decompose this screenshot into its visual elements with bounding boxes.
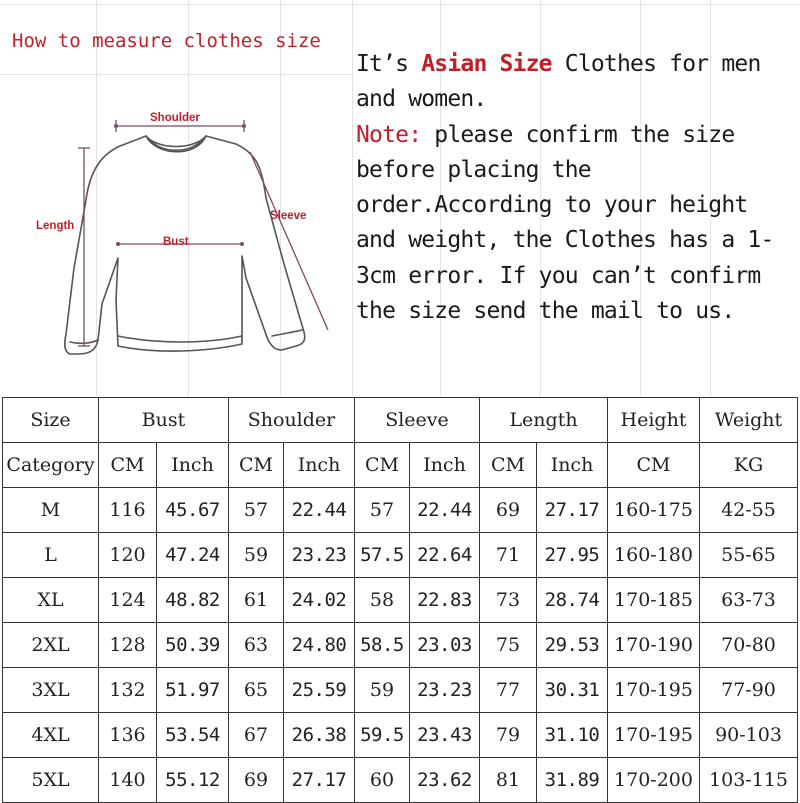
- table-cell: 42-55: [700, 488, 798, 533]
- table-subheader-row: [3, 443, 798, 488]
- table-cell: 23.43: [410, 713, 480, 758]
- subheader-cell: Inch: [157, 443, 229, 488]
- table-cell: 81: [480, 758, 537, 803]
- table-cell: 63-73: [700, 578, 798, 623]
- table-cell: 79: [480, 713, 537, 758]
- table-cell: 71: [480, 533, 537, 578]
- table-cell: 58.5: [355, 623, 410, 668]
- table-cell: 67: [229, 713, 284, 758]
- table-cell: 55-65: [700, 533, 798, 578]
- table-cell: 53.54: [157, 713, 229, 758]
- table-cell: 57: [229, 488, 284, 533]
- subheader-cell: Inch: [284, 443, 355, 488]
- table-cell: 69: [480, 488, 537, 533]
- table-cell: 103-115: [700, 758, 798, 803]
- header-cell: Weight: [700, 398, 798, 443]
- table-cell: 59.5: [355, 713, 410, 758]
- table-row: [3, 713, 798, 758]
- table-header-row: [3, 398, 798, 443]
- table-cell: 24.02: [284, 578, 355, 623]
- header-cell: Height: [608, 398, 700, 443]
- table-cell: 31.89: [537, 758, 608, 803]
- subheader-cell: CM: [99, 443, 157, 488]
- table-cell: 57.5: [355, 533, 410, 578]
- subheader-cell: Inch: [410, 443, 480, 488]
- table-cell: 27.95: [537, 533, 608, 578]
- table-cell: 26.38: [284, 713, 355, 758]
- bust-label: Bust: [163, 236, 189, 248]
- table-cell: 47.24: [157, 533, 229, 578]
- table-cell: 140: [99, 758, 157, 803]
- table-cell: 160-180: [608, 533, 700, 578]
- table-cell: 75: [480, 623, 537, 668]
- table-cell: 48.82: [157, 578, 229, 623]
- header-cell: Shoulder: [229, 398, 355, 443]
- shoulder-label: Shoulder: [150, 112, 200, 124]
- subheader-cell: CM: [355, 443, 410, 488]
- table-cell: 59: [355, 668, 410, 713]
- table-cell: 28.74: [537, 578, 608, 623]
- subheader-cell: CM: [608, 443, 700, 488]
- table-cell: 132: [99, 668, 157, 713]
- table-cell: 77-90: [700, 668, 798, 713]
- table-cell: 136: [99, 713, 157, 758]
- subheader-cell: KG: [700, 443, 798, 488]
- size-cell: 2XL: [3, 623, 99, 668]
- header-cell: Sleeve: [355, 398, 480, 443]
- sweater-measure-diagram: [6, 78, 352, 396]
- table-cell: 22.83: [410, 578, 480, 623]
- table-cell: 55.12: [157, 758, 229, 803]
- table-cell: 60: [355, 758, 410, 803]
- table-cell: 29.53: [537, 623, 608, 668]
- table-cell: 31.10: [537, 713, 608, 758]
- table-cell: 120: [99, 533, 157, 578]
- background-grid-line: [0, 4, 800, 5]
- table-row: [3, 758, 798, 803]
- size-cell: M: [3, 488, 99, 533]
- note-label: Note:: [356, 121, 422, 148]
- header-cell: Bust: [99, 398, 229, 443]
- table-cell: 27.17: [284, 758, 355, 803]
- table-cell: 30.31: [537, 668, 608, 713]
- table-cell: 22.44: [410, 488, 480, 533]
- table-cell: 63: [229, 623, 284, 668]
- table-row: [3, 578, 798, 623]
- table-cell: 45.67: [157, 488, 229, 533]
- table-cell: 23.03: [410, 623, 480, 668]
- sleeve-label: Sleeve: [270, 210, 307, 222]
- size-notice: [356, 47, 796, 329]
- table-row: [3, 533, 798, 578]
- table-cell: 170-200: [608, 758, 700, 803]
- length-label: Length: [36, 220, 75, 232]
- table-cell: 24.80: [284, 623, 355, 668]
- notice-intro: It’s: [356, 51, 422, 77]
- table-cell: 170-195: [608, 668, 700, 713]
- measure-guide-title: How to measure clothes size: [12, 30, 321, 52]
- table-cell: 22.64: [410, 533, 480, 578]
- header-cell: Size: [3, 398, 99, 443]
- table-cell: 22.44: [284, 488, 355, 533]
- table-cell: 160-175: [608, 488, 700, 533]
- table-cell: 170-185: [608, 578, 700, 623]
- table-cell: 77: [480, 668, 537, 713]
- background-grid-line: [352, 0, 353, 396]
- table-cell: 69: [229, 758, 284, 803]
- size-cell: 3XL: [3, 668, 99, 713]
- subheader-cell: Category: [3, 443, 99, 488]
- table-cell: 27.17: [537, 488, 608, 533]
- size-chart-table: [2, 397, 798, 803]
- table-cell: 65: [229, 668, 284, 713]
- table-cell: 73: [480, 578, 537, 623]
- table-cell: 90-103: [700, 713, 798, 758]
- table-cell: 59: [229, 533, 284, 578]
- table-cell: 23.23: [284, 533, 355, 578]
- size-cell: 5XL: [3, 758, 99, 803]
- asian-size-highlight: Asian Size: [421, 51, 552, 77]
- notice-intro-rest: Clothes for men and women.: [356, 51, 761, 113]
- table-row: [3, 623, 798, 668]
- table-row: [3, 668, 798, 713]
- background-grid-line: [0, 74, 352, 75]
- table-row: [3, 488, 798, 533]
- table-cell: 128: [99, 623, 157, 668]
- header-cell: Length: [480, 398, 608, 443]
- size-cell: L: [3, 533, 99, 578]
- table-cell: 51.97: [157, 668, 229, 713]
- table-cell: 25.59: [284, 668, 355, 713]
- table-cell: 170-195: [608, 713, 700, 758]
- table-cell: 23.62: [410, 758, 480, 803]
- table-cell: 23.23: [410, 668, 480, 713]
- table-cell: 58: [355, 578, 410, 623]
- table-cell: 170-190: [608, 623, 700, 668]
- table-cell: 61: [229, 578, 284, 623]
- table-cell: 116: [99, 488, 157, 533]
- table-cell: 124: [99, 578, 157, 623]
- table-cell: 57: [355, 488, 410, 533]
- note-text: please confirm the size before placing the order.According to your height and weight, the Clothes has a 1-3cm error. If you can’t confirm the size send the mail to us.: [356, 121, 774, 325]
- subheader-cell: CM: [480, 443, 537, 488]
- subheader-cell: Inch: [537, 443, 608, 488]
- size-cell: 4XL: [3, 713, 99, 758]
- subheader-cell: CM: [229, 443, 284, 488]
- table-cell: 70-80: [700, 623, 798, 668]
- size-cell: XL: [3, 578, 99, 623]
- table-cell: 50.39: [157, 623, 229, 668]
